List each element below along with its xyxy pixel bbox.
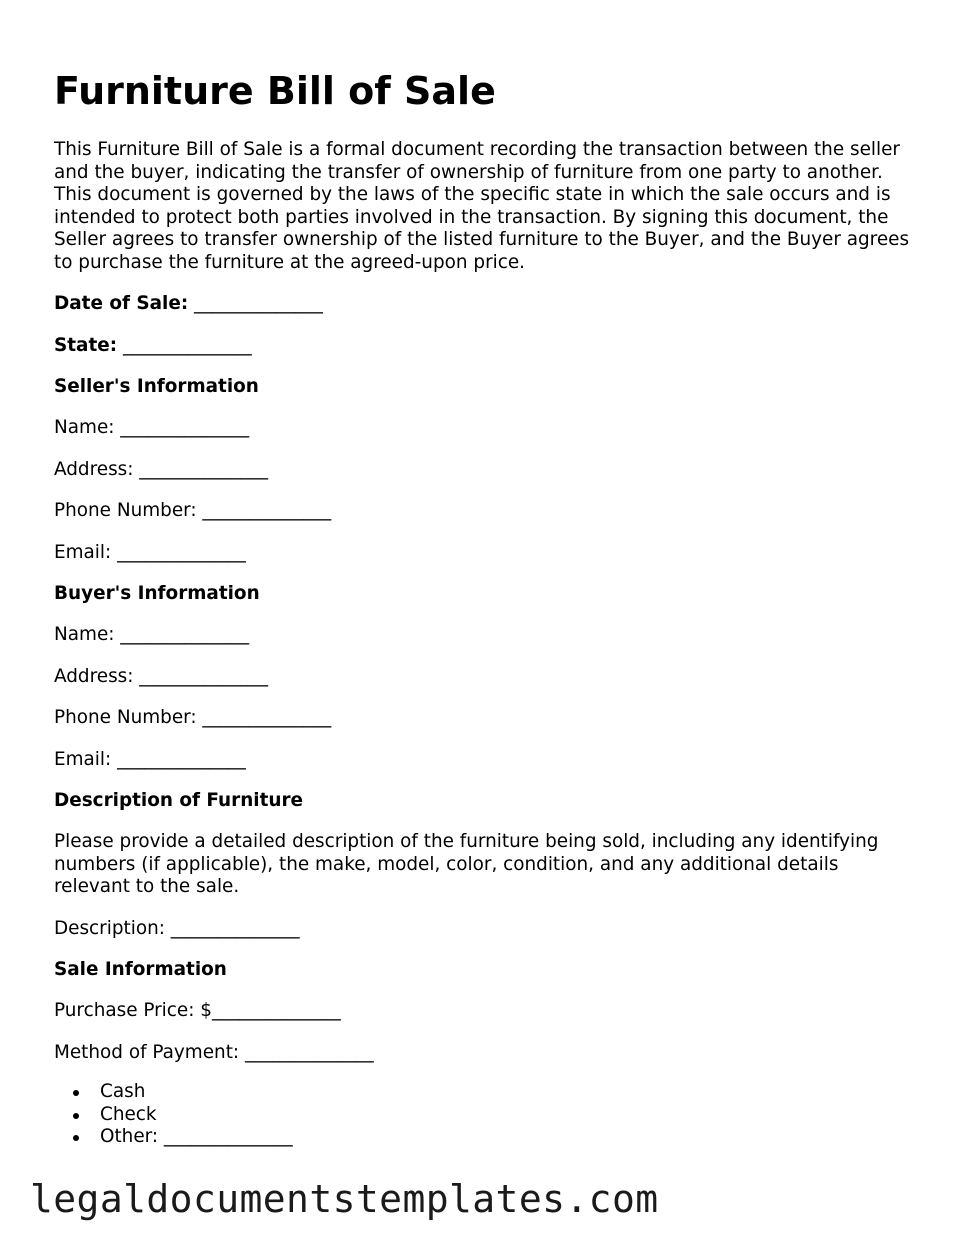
date-of-sale-blank[interactable]: ______________ <box>194 293 323 314</box>
state-blank[interactable]: ______________ <box>122 335 252 356</box>
payment-option-check[interactable]: Check <box>100 1104 293 1127</box>
buyer-heading: Buyer's Information <box>54 583 260 604</box>
buyer-address-field[interactable]: Address: ______________ <box>54 666 269 687</box>
payment-method-field[interactable]: Method of Payment: ______________ <box>54 1042 374 1063</box>
description-instructions: Please provide a detailed description of the furniture being sold, including any identifying numbers (if applicable), the make, model, color, condition, and any additional details relevant to the sale. <box>54 831 879 898</box>
state-label: State: <box>54 335 118 356</box>
payment-option-other[interactable]: Other: ______________ <box>100 1126 293 1148</box>
seller-name-field[interactable]: Name: ______________ <box>54 417 250 438</box>
seller-email-field[interactable]: Email: ______________ <box>54 542 246 563</box>
date-of-sale-label: Date of Sale: <box>54 293 189 314</box>
date-of-sale-field <box>54 292 323 316</box>
seller-address-field[interactable]: Address: ______________ <box>54 459 269 480</box>
purchase-price-field[interactable]: Purchase Price: $______________ <box>54 1000 341 1021</box>
description-field[interactable]: Description: ______________ <box>54 918 300 939</box>
payment-options-list <box>54 1081 293 1149</box>
sale-heading: Sale Information <box>54 959 227 980</box>
site-watermark: legaldocumentstemplates.com <box>30 1177 659 1221</box>
seller-phone-field[interactable]: Phone Number: ______________ <box>54 500 332 521</box>
payment-option-cash[interactable]: Cash <box>100 1081 293 1104</box>
buyer-name-field[interactable]: Name: ______________ <box>54 624 250 645</box>
intro-paragraph: This Furniture Bill of Sale is a formal document recording the transaction between the seller and the buyer, indicating the transfer of ownership of furniture from one party to another. This document is governed by the laws of the specific state in which the sale occurs and is intended to protect both parties involved in the transaction. By signing this document, the Seller agrees to transfer ownership of the listed furniture to the Buyer, and the Buyer agrees to purchase the furniture at the agreed-upon price. <box>54 139 910 273</box>
description-heading: Description of Furniture <box>54 790 304 811</box>
buyer-email-field[interactable]: Email: ______________ <box>54 749 246 770</box>
buyer-phone-field[interactable]: Phone Number: ______________ <box>54 707 332 728</box>
state-field <box>54 334 252 358</box>
seller-heading: Seller's Information <box>54 376 259 397</box>
page-title: Furniture Bill of Sale <box>54 69 496 113</box>
